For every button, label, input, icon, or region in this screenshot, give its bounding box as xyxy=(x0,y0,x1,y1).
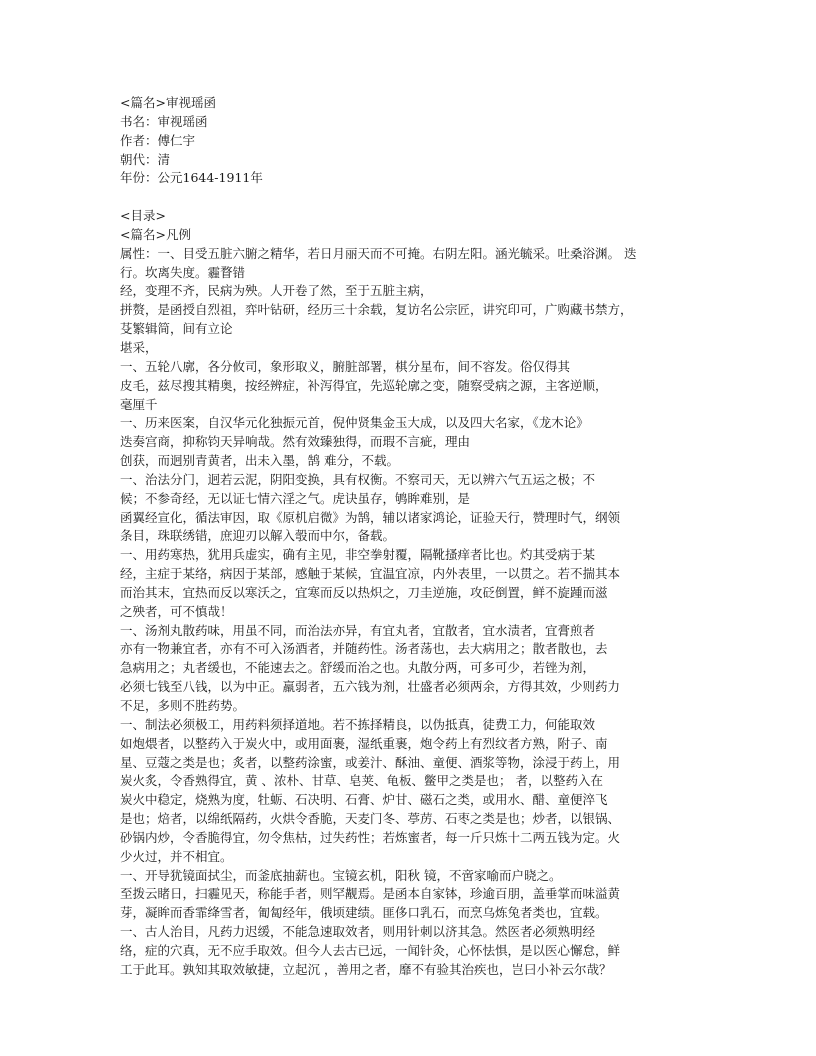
body-line: 芽，凝眸而香霏绛雪者，匍匐经年，俄顷建绩。匪侈口乳石，而烹乌炼兔者类也，宜载。 xyxy=(120,905,608,921)
body-line: 必须七钱至八钱，以为中正。羸弱者，五六钱为剂，壮盛者必须两余，方得其效，少则药力 xyxy=(120,679,621,695)
body-line: 一、五轮八廓，各分攸司，象形取义，腑脏部署，棋分星布，间不容发。俗仅得其 xyxy=(120,358,571,374)
body-line: 堪采， xyxy=(120,339,158,355)
body-line: 属性：一、目受五脏六腑之精华，若日月丽天而不可掩。右阴左阳。涵光毓采。吐桑浴渊。 迭 xyxy=(120,245,637,261)
body-line: 急病用之；丸者缓也，不能速去之。舒缓而治之也。丸散分两，可多可少，若锉为剂， xyxy=(120,660,596,676)
body-line: 炭火炙，令香熟得宜，黄 、浓朴、甘草、皂荚、龟板、鳖甲之类是也； 者，以整药入在 xyxy=(120,773,603,789)
body-line: 创获，而迥别青黄者，出未入墨，鹄 难分，不载。 xyxy=(120,453,399,469)
body-line: 一、治法分门，迥若云泥，阴阳变换，具有权衡。不察司天，无以辨六气五运之极；不 xyxy=(120,471,596,487)
years-line: 年份：公元1644-1911年 xyxy=(120,170,263,186)
body-line: 拼赘，是函授自烈祖，弈叶钻研，经历三十余载，复访名公宗匠，讲究印可，广购藏书禁方， xyxy=(120,302,633,318)
body-line: 一、古人治目，凡药力迟缓，不能急速取效者，则用针刺以济其急。然医者必须熟明经 xyxy=(120,924,596,940)
body-line: 经，变理不齐，民病为殃。人开卷了然，至于五脏主病， xyxy=(120,283,433,299)
body-line: 工于此耳。孰知其取效敏捷，立起沉 ，善用之者，靡不有验其治疾也，岂曰小补云尔哉？ xyxy=(120,961,612,977)
body-line: 毫厘千 xyxy=(120,396,158,412)
body-line: 经，主症于某络，病因于某部，感触于某候，宜温宜凉，内外表里，一以贯之。若不揣其本 xyxy=(120,566,621,582)
body-line: 络，症的穴真，无不应手取效。但今人去古已远，一闻针灸，心怀怯惧，是以医心懈怠，鲜 xyxy=(120,942,621,958)
body-line: 一、历来医案，自汉华元化独振元首，倪仲贤集金玉大成，以及四大名家，《龙木论》 xyxy=(120,415,589,431)
dynasty-line: 朝代：清 xyxy=(120,151,171,167)
body-line: 皮毛，兹尽搜其精奥，按经辨症，补泻得宜，先巡轮廓之变，随察受病之源，主客逆顺， xyxy=(120,377,608,393)
document-page xyxy=(120,94,704,980)
body-line: 一、汤剂丸散药味，用虽不同，而治法亦异，有宜丸者，宜散者，宜水渍者，宜膏煎者 xyxy=(120,622,596,638)
body-line: 炭火中稳定，烧熟为度，牡蛎、石决明、石膏、炉甘、磁石之类，或用水、醋、童便淬飞 xyxy=(120,792,608,808)
body-line: 如炮煨者，以整药入于炭火中，或用面裹，湿纸重裹，炮令药上有烈纹者方熟，附子、南 xyxy=(120,735,608,751)
body-line: 砂锅内炒，令香脆得宜，勿令焦枯，过失药性；若炼蜜者，每一斤只炼十二两五钱为定。火 xyxy=(120,829,621,845)
body-line: 一、制法必须极工，用药料须择道地。若不拣择精良，以伪抵真，徒费工力，何能取效 xyxy=(120,716,596,732)
body-line: 函翼经宣化，循法审因，取《原机启微》为鹄，辅以诸家鸿论，证验天行，赞理时气，纲领 xyxy=(120,509,621,525)
body-line: 不足，多则不胜药势。 xyxy=(120,698,246,713)
body-text xyxy=(120,245,704,980)
body-line: 而治其末，宜热而反以寒沃之，宜寒而反以热炽之，刀圭逆施，攻砭倒置，鲜不旋踵而滋 xyxy=(120,584,608,600)
toc-section-tag-line: <篇名>凡例 xyxy=(120,226,191,242)
book-name-line: 书名：审视瑶函 xyxy=(120,113,208,129)
section-tag-line: <篇名>审视瑶函 xyxy=(120,95,216,110)
body-line: 少火过，并不相宜。 xyxy=(120,848,233,864)
body-line: 行。坎离失度。霾瞀错 xyxy=(120,264,246,280)
body-line: 至拨云睹日，扫霾见天，称能手者，则罕觏焉。是函本自家钵，珍逾百朋，盖垂掌而味溢黄 xyxy=(120,886,621,902)
body-line: 是也；焙者，以绵纸隔药，火烘令香脆，天麦门冬、葶苈、石枣之类是也；炒者，以银锅、 xyxy=(120,811,621,827)
toc-label-line: <目录> xyxy=(120,208,166,224)
body-line: 一、用药寒热，犹用兵虚实，确有主见，非空拳射覆，隔靴搔痒者比也。灼其受病于某 xyxy=(120,547,596,563)
blank-spacer xyxy=(120,188,704,207)
author-line: 作者：傅仁宇 xyxy=(120,132,196,148)
body-line: 星、豆蔻之类是也；炙者，以整药涂蜜，或姜汁、酥油、童便、酒浆等物，涂浸于药上，用 xyxy=(120,754,621,770)
body-line: 迭奏宫商，抑称钧天异响哉。然有效臻独得，而瑕不言疵，理由 xyxy=(120,434,471,450)
body-line: 芟繁辑简，间有立论 xyxy=(120,321,233,337)
body-line: 条目，珠联绣错，庶迎刃以解入彀而中尔，备载。 xyxy=(120,528,396,544)
body-line: 候；不参奇经，无以证七情六淫之气。虎诀虽存，鸲眸难别，是 xyxy=(120,490,471,506)
body-line: 亦有一物兼宜者，亦有不可入汤酒者，并随药性。汤者荡也，去大病用之；散者散也，去 xyxy=(120,641,608,657)
body-line: 一、开导犹镜面拭尘，而釜底抽薪也。宝镜玄机，阳秋 镜，不啻家喻而户晓之。 xyxy=(120,867,562,883)
body-line: 之殃者，可不慎哉！ xyxy=(120,603,233,619)
